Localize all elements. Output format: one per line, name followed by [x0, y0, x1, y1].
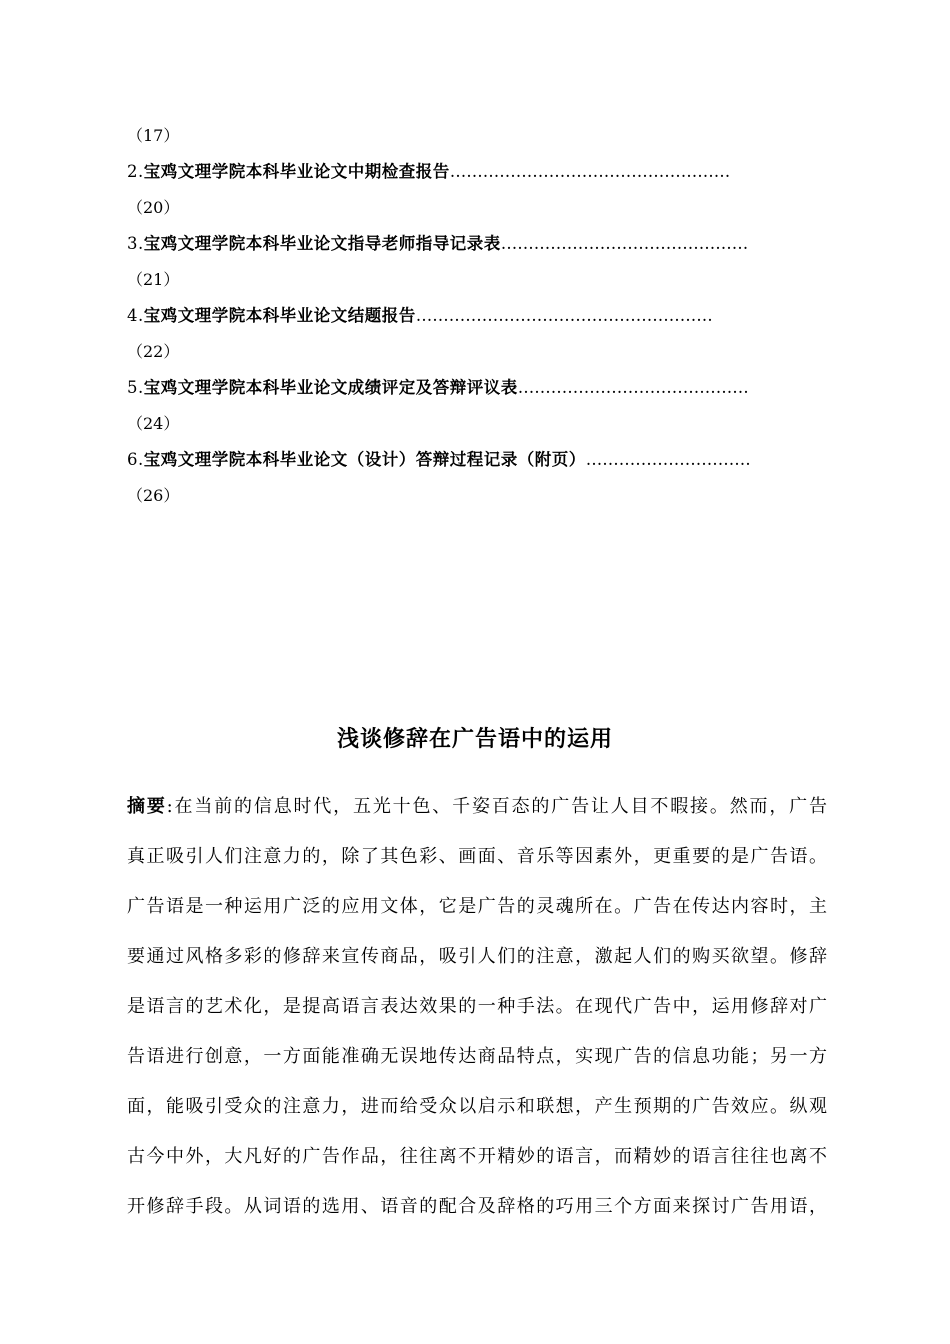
toc-entry-title: 宝鸡文理学院本科毕业论文（设计）答辩过程记录（附页） — [143, 450, 586, 469]
toc-entry — [127, 370, 827, 406]
abstract-line: 广告语是一种运用广泛的应用文体，它是广告的灵魂所在。广告在传达内容时，主 — [127, 896, 827, 917]
toc-entry — [127, 154, 827, 190]
toc-page-number: （17） — [127, 126, 180, 145]
abstract-text: 在当前的信息时代，五光十色、千姿百态的广告让人目不暇接。然而，广告 — [172, 796, 827, 817]
abstract-line: 古今中外，大凡好的广告作品，往往离不开精妙的语言，而精妙的语言往往也离不 — [127, 1146, 827, 1167]
toc-entry-number: 2. — [127, 162, 144, 181]
toc-entry-number: 5. — [127, 378, 144, 397]
toc-entry-number: 6. — [127, 450, 144, 469]
abstract-line: 要通过风格多彩的修辞来宣传商品，吸引人们的注意，激起人们的购买欲望。修辞 — [127, 946, 827, 967]
toc-page-number: （20） — [127, 198, 180, 217]
toc-entry — [127, 442, 827, 478]
toc-entry — [127, 226, 827, 262]
table-of-contents — [127, 118, 827, 514]
toc-leader-dots: ……………………………………………… — [415, 306, 713, 325]
toc-entry-title: 宝鸡文理学院本科毕业论文中期检查报告 — [143, 162, 450, 181]
article-title: 浅谈修辞在广告语中的运用 — [336, 727, 613, 752]
toc-entry-number: 4. — [127, 306, 144, 325]
toc-leader-dots: ……………………………………… — [500, 234, 749, 253]
toc-entry-number: 3. — [127, 234, 144, 253]
toc-page-number: （22） — [127, 342, 180, 361]
abstract-label: 摘要 — [127, 796, 167, 817]
abstract-line: 真正吸引人们注意力的，除了其色彩、画面、音乐等因素外，更重要的是广告语。 — [127, 846, 827, 867]
abstract-colon: : — [166, 796, 173, 817]
toc-leader-dots: …………………………………… — [517, 378, 749, 397]
toc-page-number: （21） — [127, 270, 180, 289]
abstract-line: 是语言的艺术化，是提高语言表达效果的一种手法。在现代广告中，运用修辞对广 — [127, 996, 827, 1017]
abstract-line: 面，能吸引受众的注意力，进而给受众以启示和联想，产生预期的广告效应。纵观 — [127, 1096, 827, 1117]
abstract-line — [127, 782, 827, 832]
toc-entry-title: 宝鸡文理学院本科毕业论文指导老师指导记录表 — [143, 234, 501, 253]
toc-page-number: （26） — [127, 486, 180, 505]
toc-leader-dots: …………………………………………… — [449, 162, 731, 181]
abstract — [127, 782, 827, 1232]
toc-entry — [127, 298, 827, 334]
abstract-line: 告语进行创意，一方面能准确无误地传达商品特点，实现广告的信息功能；另一方 — [127, 1046, 827, 1067]
toc-entry-title: 宝鸡文理学院本科毕业论文成绩评定及答辩评议表 — [143, 378, 518, 397]
toc-page-number: （24） — [127, 414, 180, 433]
toc-entry-title: 宝鸡文理学院本科毕业论文结题报告 — [143, 306, 416, 325]
toc-leader-dots: ………………………… — [585, 450, 751, 469]
abstract-line: 开修辞手段。从词语的选用、语音的配合及辞格的巧用三个方面来探讨广告用语， — [127, 1196, 827, 1217]
